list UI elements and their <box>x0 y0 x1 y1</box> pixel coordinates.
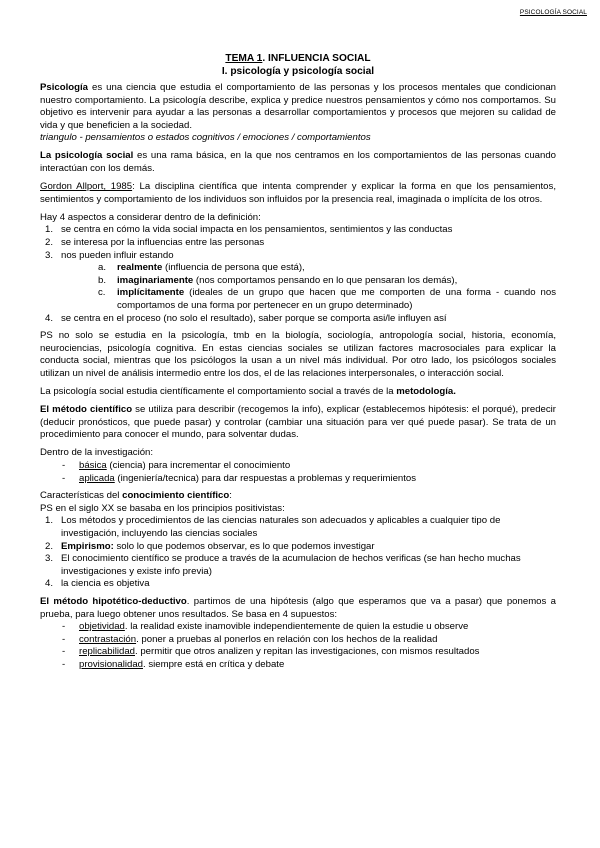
list-item: 3. nos pueden influir estando a. realmente (influencia de persona que está), b. imaginariamente (nos comportamos pensando en lo que pensaran los demás), c. implícitamente (ideales de un grupo que hacen que me comporten de una forma - cuando nos comportamos de una forma por pertenecer en un grupo determinado) <box>40 250 556 313</box>
term-metodologia: metodología. <box>396 386 456 398</box>
author-citation: Gordon Allport, 1985 <box>40 181 133 193</box>
list-item: - provisionalidad. siempre está en crítica y debate <box>62 658 285 670</box>
term-metodo-cientifico: El método científico <box>40 404 133 416</box>
page-title <box>40 52 556 78</box>
list-item: - replicabilidad. permitir que otros analizen y repitan las investigaciones, con mismos resultados <box>62 646 480 658</box>
sub-list-item: c. implícitamente (ideales de un grupo que hacen que me comporten de una forma - cuando nos comportamos de una forma por pertenecer en un grupo determinado) <box>98 287 556 311</box>
running-header: PSICOLOGÍA SOCIAL <box>519 9 587 16</box>
characteristics-list <box>40 515 556 591</box>
list-item: 3. El conocimiento científico se produce a través de la acumulacion de hechos verificas (se han hecho muchas investigaciones y existe info previa) <box>45 553 521 577</box>
paragraph-psicologia-social: La psicología social es una rama básica, en la que nos centramos en los comportamientos de las personas cuando interactúan con los demás. <box>40 150 556 175</box>
term-psicologia: Psicología <box>40 82 88 93</box>
triangle-note: triangulo - pensamientos o estados cognitivos / emociones / comportamientos <box>40 132 371 144</box>
aspects-intro: Hay 4 aspectos a considerar dentro de la definición: <box>40 211 261 223</box>
list-item: - aplicada (ingeniería/tecnica) para dar respuestas a problemas y requerimientos <box>62 472 417 484</box>
paragraph-allport: Gordon Allport, 1985: La disciplina científica que intenta comprender y explicar la forma en que los pensamientos, sentimientos y comportamiento de los individuos son influidos por la presencia real, imaginada o implícita de los otros. <box>40 181 556 205</box>
list-item: 4. la ciencia es objetiva <box>45 578 150 590</box>
title-line-2: I. psicología y psicología social <box>221 66 375 77</box>
list-item: - objetividad. la realidad existe inamovible independientemente de quien la estudie u observe <box>62 621 469 633</box>
list-item: - contrastación. poner a pruebas al ponerlos en relación con los hechos de la realidad <box>62 633 438 645</box>
list-item: 2. Empirismo: solo lo que podemos observar, es lo que podemos investigar <box>45 540 375 552</box>
sub-list-item: b. imaginariamente (nos comportamos pensando en lo que pensaran los demás), <box>98 274 458 286</box>
title-topic-number: TEMA 1 <box>225 53 263 64</box>
aspects-list <box>40 224 556 325</box>
paragraph-psicologia: Psicología es una ciencia que estudia el comportamiento de las personas y los procesos mentales que condicionan nuestro comportamiento. La psicología describe, explica y predice nuestros pensamientos y cómo nos comportamos. Su objetivo es intervenir para ayudar a las personas a desarrollar comportamientos y procesos que mejoren su calidad de vida y que beneficien a la sociedad. <box>40 82 556 131</box>
list-item: 1. Los métodos y procedimientos de las ciencias naturales son adecuados y aplicables a cualquier tipo de investigación, incluyendo las ciencias sociales <box>45 515 501 539</box>
research-intro: Dentro de la investigación: <box>40 447 154 459</box>
title-topic-name: . INFLUENCIA SOCIAL <box>262 53 371 64</box>
term-hipotetico-deductivo: El método hipotético-deductivo <box>40 595 187 607</box>
sub-list-item: a. realmente (influencia de persona que está), <box>98 262 305 274</box>
assumptions-list <box>40 621 556 671</box>
paragraph-ps-ciencias: PS no solo se estudia en la psicología, tmb en la biología, sociología, antropología social, historia, economía, neurociencias, psicología cognitiva. En estas ciencias sociales se utilizan factores macrosociales para explicar la conducta social, mientras que los psicólogos la usan a un nivel más individual. Por otro lado, los psicólogos sociales utilizan un nivel de análisis intermedio entre los dos, el de las relaciones interpersonales, o interacción social. <box>40 330 556 379</box>
sub-list <box>61 262 556 312</box>
term-psicologia-social: La psicología social <box>40 150 134 162</box>
list-item: - básica (ciencia) para incrementar el conocimiento <box>62 460 291 472</box>
paragraph-metodo-cientifico: El método científico se utiliza para describir (recogemos la info), explicar (establecemos hipótesis: el porqué), predecir (deducir pronósticos, que puede pasar) y controlar (cambiar una situación para ver qué puede pasar). Se trata de un procedimiento para conocer el mundo, para solventar dudas. <box>40 404 556 441</box>
list-item: 4. se centra en el proceso (no solo el resultado), saber porque se comporta asi/le influyen así <box>45 312 447 324</box>
positivism-intro: PS en el siglo XX se basaba en los principios positivistas: <box>40 502 285 514</box>
paragraph-metodologia: La psicología social estudia científicamente el comportamiento social a través de la metodología. <box>40 386 456 398</box>
title-line-1 <box>40 52 556 65</box>
characteristics-intro: Características del conocimiento científico: <box>40 490 232 502</box>
list-item: 2. se interesa por la influencias entre las personas <box>45 237 265 249</box>
document-body <box>40 52 556 677</box>
list-item: 1. se centra en cómo la vida social impacta en los pensamientos, sentimientos y las conductas <box>45 224 453 236</box>
research-list <box>40 460 556 485</box>
paragraph-hipotetico-deductivo: El método hipotético-deductivo. partimos de una hipótesis (algo que esperamos que va a pasar) que ponemos a prueba, para luego obtener unos resultados. Se basa en 4 supuestos: <box>40 595 557 620</box>
